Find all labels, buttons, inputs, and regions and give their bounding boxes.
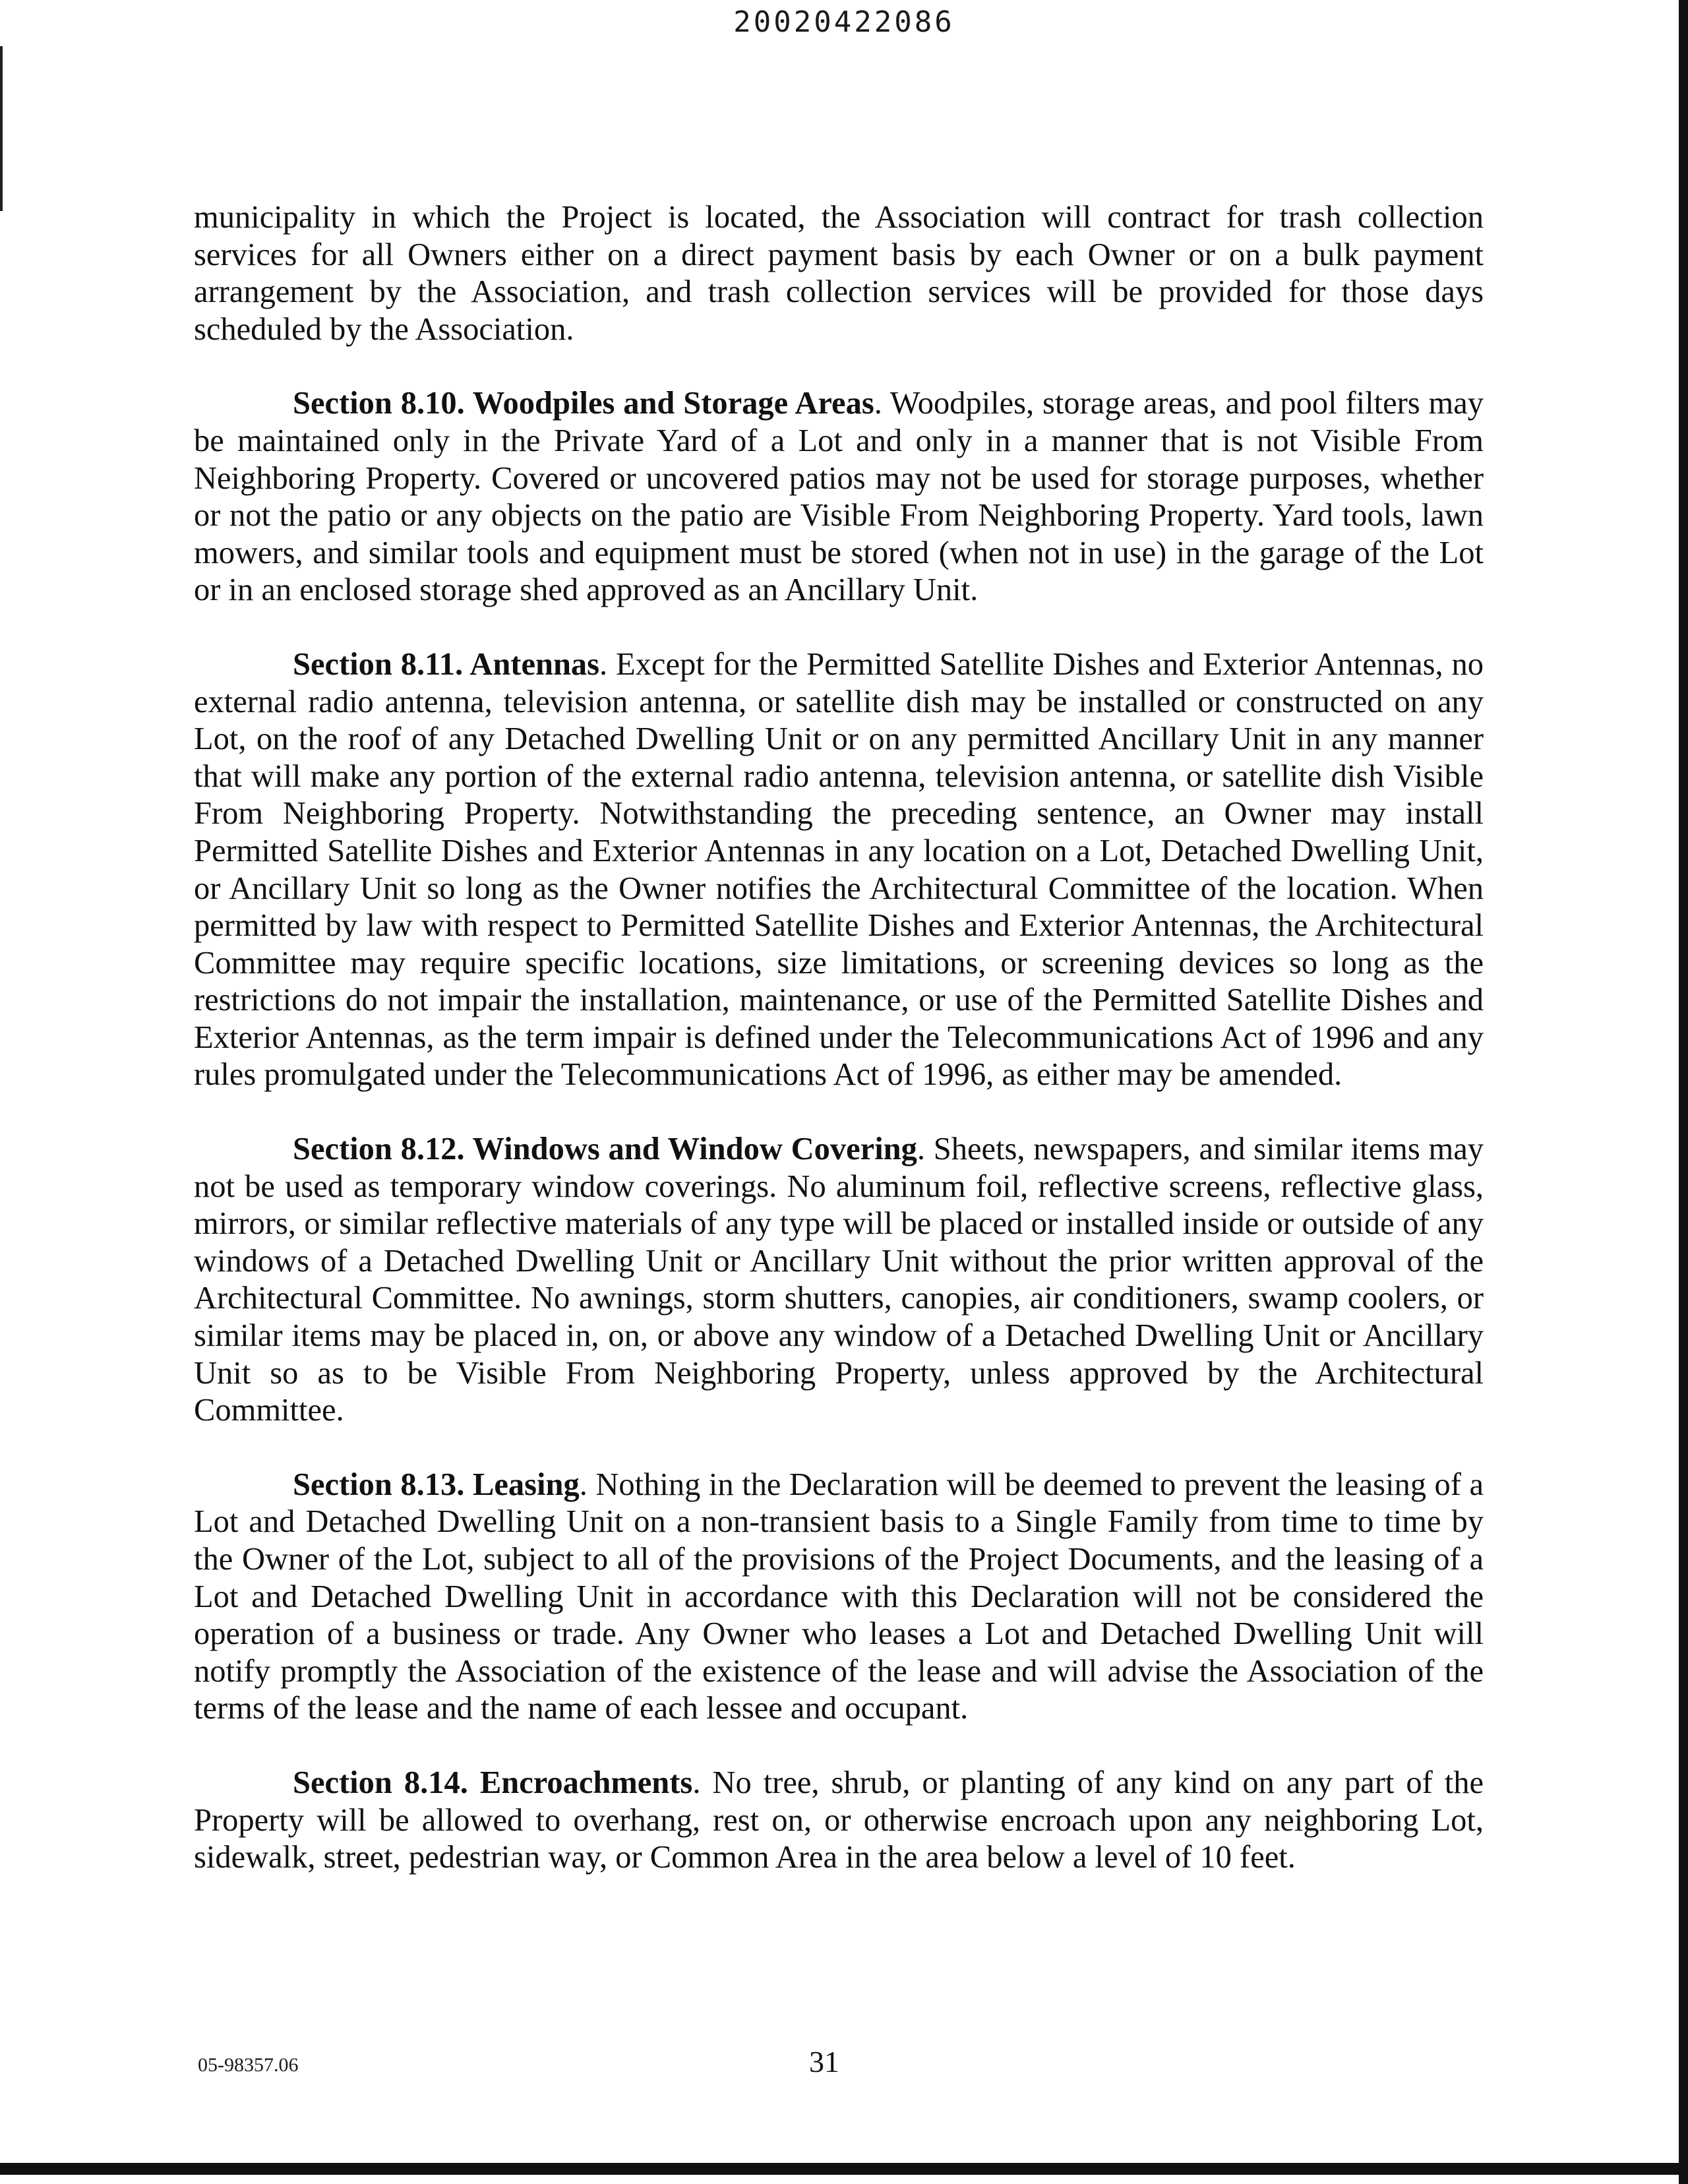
section-body: . Except for the Permitted Satellite Dishes and Exterior Antennas, no external radio antenna, television antenna, or satellite dish may be installed or constructed on any Lot, on the roof of any Detached Dwelling Unit or on any permitted Ancillary Unit in any manner that will make any portion of the external radio antenna, television antenna, or satellite dish Visible From Neighboring Property. Notwithstanding the preceding sentence, an Owner may install Permitted Satellite Dishes and Exterior Antennas in any location on a Lot, Detached Dwelling Unit, or Ancillary Unit so long as the Owner notifies the Architectural Committee of the location. When permitted by law with respect to Permitted Satellite Dishes and Exterior Antennas, the Architectural Committee may require specific locations, size limitations, or screening devices so long as the restrictions do not impair the installation, maintenance, or use of the Permitted Satellite Dishes and Exterior Antennas, as the term impair is defined under the Telecommunications Act of 1996 and any rules promulgated under the Telecommunications Act of 1996, as either may be amended. (194, 646, 1484, 1093)
section-heading (293, 1132, 917, 1167)
document-body (194, 199, 1484, 1914)
section-8-13 (194, 1467, 1484, 1728)
section-title: Leasing (473, 1467, 580, 1502)
section-heading (293, 1765, 692, 1800)
section-8-14 (194, 1765, 1484, 1877)
section-8-11 (194, 646, 1484, 1094)
bottom-scan-border (0, 2163, 1688, 2175)
section-number: Section 8.13. (293, 1467, 465, 1502)
section-title: Windows and Window Covering (472, 1132, 917, 1167)
intro-paragraph: municipality in which the Project is located, the Association will contract for trash collection services for all Owners either on a direct payment basis by each Owner or on a bulk payment arrangement by the Association, and trash collection services will be provided for those days scheduled by the Association. (194, 200, 1484, 347)
section-body: . Sheets, newspapers, and similar items may not be used as temporary window coverings. No aluminum foil, reflective screens, reflective glass, mirrors, or similar reflective materials of any type will be placed or installed inside or outside of any windows of a Detached Dwelling Unit or Ancillary Unit without the prior written approval of the Architectural Committee. No awnings, storm shutters, canopies, air conditioners, swamp coolers, or similar items may be placed in, on, or above any window of a Detached Dwelling Unit or Ancillary Unit so as to be Visible From Neighboring Property, unless approved by the Architectural Committee. (194, 1132, 1484, 1428)
section-body: . Nothing in the Declaration will be deemed to prevent the leasing of a Lot and Detached Dwelling Unit on a non-transient basis to a Single Family from time to time by the Owner of the Lot, subject to all of the provisions of the Project Documents, and the leasing of a Lot and Detached Dwelling Unit in accordance with this Declaration will not be considered the operation of a business or trade. Any Owner who leases a Lot and Detached Dwelling Unit will notify promptly the Association of the existence of the lease and will advise the Association of the terms of the lease and the name of each lessee and occupant. (194, 1467, 1484, 1726)
section-number: Section 8.14. (293, 1765, 468, 1800)
section-heading (293, 386, 874, 421)
scan-edge-mark (0, 46, 3, 211)
section-body: . No tree, shrub, or planting of any kind on any part of the Property will be allowed to overhang, rest on, or otherwise encroach upon any neighboring Lot, sidewalk, street, pedestrian way, or Common Area in the area below a level of 10 feet. (194, 1765, 1484, 1875)
section-title: Encroachments (479, 1765, 693, 1800)
page-number: 31 (809, 2045, 839, 2078)
section-body: . Woodpiles, storage areas, and pool filters may be maintained only in the Private Yard of a Lot and only in a manner that is not Visible From Neighboring Property. Covered or uncovered patios may not be used for storage purposes, whether or not the patio or any objects on the patio are Visible From Neighboring Property. Yard tools, lawn mowers, and similar tools and equipment must be stored (when not in use) in the garage of the Lot or in an enclosed storage shed approved as an Ancillary Unit. (194, 386, 1484, 608)
section-8-12 (194, 1131, 1484, 1430)
section-heading (293, 647, 599, 682)
document-number: 20020422086 (733, 5, 955, 39)
section-number: Section 8.10. (293, 386, 465, 421)
section-number: Section 8.12. (293, 1132, 465, 1167)
section-heading (293, 1467, 580, 1502)
section-8-10 (194, 385, 1484, 609)
section-title: Antennas (469, 646, 600, 682)
scan-right-border (1679, 0, 1688, 2184)
footer-document-id: 05-98357.06 (198, 2054, 299, 2076)
section-number: Section 8.11. (293, 646, 464, 682)
section-title: Woodpiles and Storage Areas (472, 386, 874, 421)
